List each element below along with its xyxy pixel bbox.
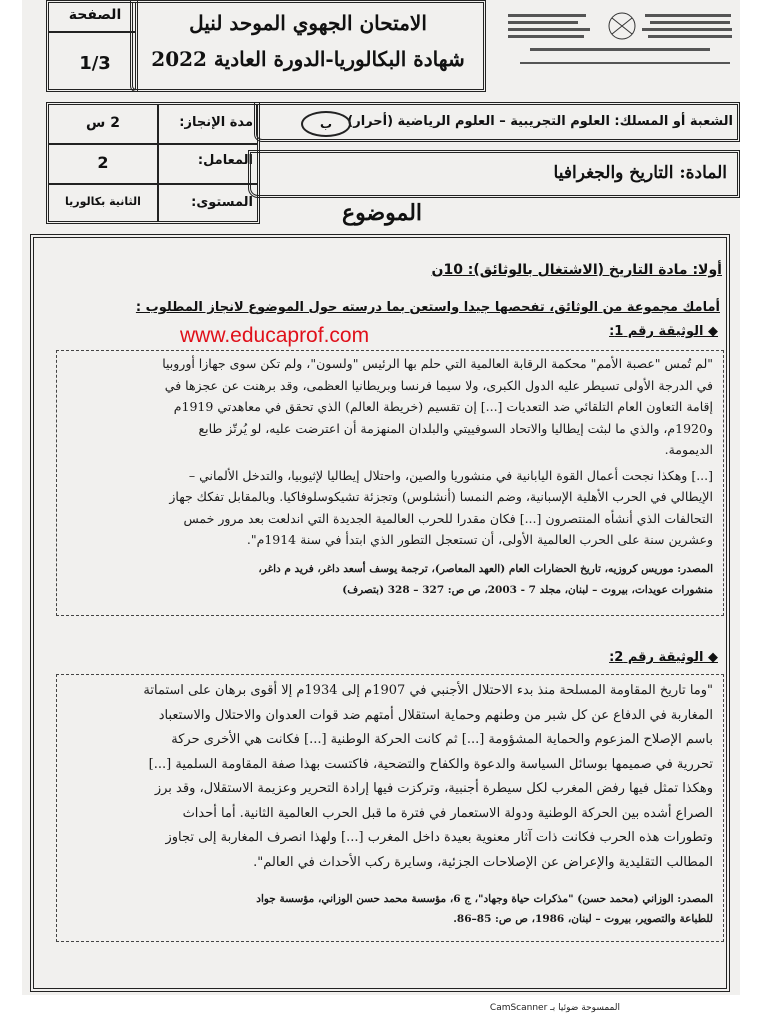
document2-box xyxy=(56,674,724,942)
document2-line: تحررية في صميمها بوسائل السياسة والدعوة والكفاح والتضحية، فاكتست بهذا صفة المقاومة السلمية [...] xyxy=(148,756,713,772)
exam-title-line2: شهادة البكالوريا-الدورة العادية 2022 xyxy=(151,47,465,71)
document2-line: المغاربة في الدفاع عن كل شبر من وطنهم وحماية استقلال أمتهم ضد قوات العدوان والاحتلال والاستعباد xyxy=(158,707,713,723)
level-value: الثانية بكالوريا xyxy=(65,195,141,208)
document2-body xyxy=(65,679,713,929)
document1-title: ◆ الوثيقة رقم 1: xyxy=(609,324,718,339)
document2-line: وهكذا تمثل فيها رفض المغرب لكل سيطرة أجنبية، وتركزت فيها إرادة التحرير وعزيمة الاستقلال، وقد برز xyxy=(154,781,713,796)
document2-line: الصراع أشده بين الحركة الوطنية ودولة الاستعمار في فترة ما قبل الحرب العالمية الثانية. أما أحداث xyxy=(182,805,713,821)
coefficient-label: المعامل: xyxy=(197,153,253,168)
coat-of-arms-icon xyxy=(500,4,740,76)
part-heading: أولا: مادة التاريخ (الاشتغال بالوثائق): 10ن xyxy=(431,262,722,278)
document1-line: إقامة التعاون العام التلقائي ضد التعديات [...] إن تقسيم (خريطة العالم) الذي تحقق في معاهدتي 1919م xyxy=(173,399,713,414)
document1-line: التحالفات الذي أنشأه المنتصرون [...] فكان مقدرا للحرب العالمية الجديدة التي اندلعت بعد مرور خمس xyxy=(183,510,713,526)
watermark-url: www.educaprof.com xyxy=(180,324,370,347)
branch-box xyxy=(254,102,740,142)
page-label: الصفحة xyxy=(68,7,122,23)
level-label: المستوى: xyxy=(191,195,253,210)
document1-box xyxy=(56,350,724,616)
coefficient-value: 2 xyxy=(97,153,109,172)
document2-line: "وما تاريخ المقاومة المسلحة منذ بدء الاحتلال الأجنبي في 1907م إلى 1934م إلا أقوى برهان على استماتة xyxy=(143,683,713,698)
document2-source: المصدر: الوزاني (محمد حسن) "مذكرات حياة وجهاد"، ج 6، مؤسسة محمد حسن الوزاني، مؤسسة جواد xyxy=(256,893,713,905)
document2-line: وتطورات هذه الحرب فكانت ذات آثار معنوية بعيدة داخل المغرب [...] ولهذا انصرف المغاربة إلى تجاوز xyxy=(165,830,713,845)
document2-source: للطباعة والتصوير، بيروت – لبنان، 1986، ص ص: 85–86. xyxy=(453,913,713,925)
document1-body xyxy=(65,353,713,602)
document2-title: ◆ الوثيقة رقم 2: xyxy=(609,650,718,665)
page-box xyxy=(46,0,138,92)
document1-line: وعشرين سنة على الحرب العالمية الأولى، أن تستعجل التطور الذي ابتدأ في سنة 1914م". xyxy=(246,532,713,547)
document1-source: منشورات عويدات، بيروت – لبنان، مجلد 7 - 2003، ص ص: 327 – 328 (بتصرف) xyxy=(342,584,713,596)
info-table xyxy=(46,102,260,224)
exam-sheet xyxy=(22,0,740,995)
duration-label: مدة الإنجاز: xyxy=(179,115,253,130)
document1-line: الإيطالي في الحرب الأهلية الإسبانية، وضم النمسا (أنشلوس) وتجزئة تشيكوسلوفاكيا. وبالمقابل تفكك جهاز xyxy=(169,489,713,504)
exam-title-box xyxy=(130,0,486,92)
branch-letter-badge: ب xyxy=(301,111,351,137)
instruction-text: أمامك مجموعة من الوثائق، تفحصها جيدا واستعن بما درسته حول الموضوع لانجاز المطلوب : xyxy=(135,300,720,315)
document1-source: المصدر: موريس كروزيه، تاريخ الحضارات العام (العهد المعاصر)، ترجمة يوسف أسعد داغر، فريد م داغر، xyxy=(258,562,713,575)
document1-line: "لم تُمس "عصبة الأمم" محكمة الرقابة العالمية التي حلم بها الرئيس "ولسون"، ولم تكن سوى جهازا أوروبيا xyxy=(162,356,713,371)
branch-text: الشعبة أو المسلك: العلوم التجريبية – العلوم الرياضية (أحرار) xyxy=(347,114,733,129)
page-number: 1/3 xyxy=(79,53,111,74)
scanner-footer: الممسوحة ضوئيا بـ CamScanner xyxy=(489,1003,620,1013)
subject-text: المادة: التاريخ والجغرافيا xyxy=(553,163,727,183)
document2-line: باسم الإصلاح المزعوم والحماية المشؤومة [...] ثم كانت الحركة الوطنية [...] فكانت هي الأخرى حركة xyxy=(171,732,713,747)
ministry-logo xyxy=(500,4,740,76)
exam-title-line1: الامتحان الجهوي الموحد لنيل xyxy=(189,11,427,35)
subject-box xyxy=(248,150,740,198)
duration-value: 2 س xyxy=(86,115,120,131)
document1-line: و1920م، والذي ما لبثت إيطاليا والاتحاد السوفييتي والبلدان المنهزمة أن اعترضت عليه، لو يُرتّز طابع xyxy=(198,420,713,436)
topic-heading: الموضوع xyxy=(341,200,423,226)
document1-line: الديمومة. xyxy=(664,442,713,457)
document1-line: [...] وهكذا نجحت أعمال القوة اليابانية في منشوريا والصين، واحتلال إيطاليا لإثيوبيا، والتدخل الألماني – xyxy=(188,467,713,483)
document1-line: في الدرجة الأولى تسيطر عليه الدول الكبرى، ولا سيما فرنسا وبريطانيا العظمى، وقد برهنت عن عجزها في xyxy=(164,377,713,393)
document2-line: المطالب التقليدية والإعراض عن الإصلاحات الجزئية، وسايرة ركب الأحداث في العالم". xyxy=(253,854,713,870)
